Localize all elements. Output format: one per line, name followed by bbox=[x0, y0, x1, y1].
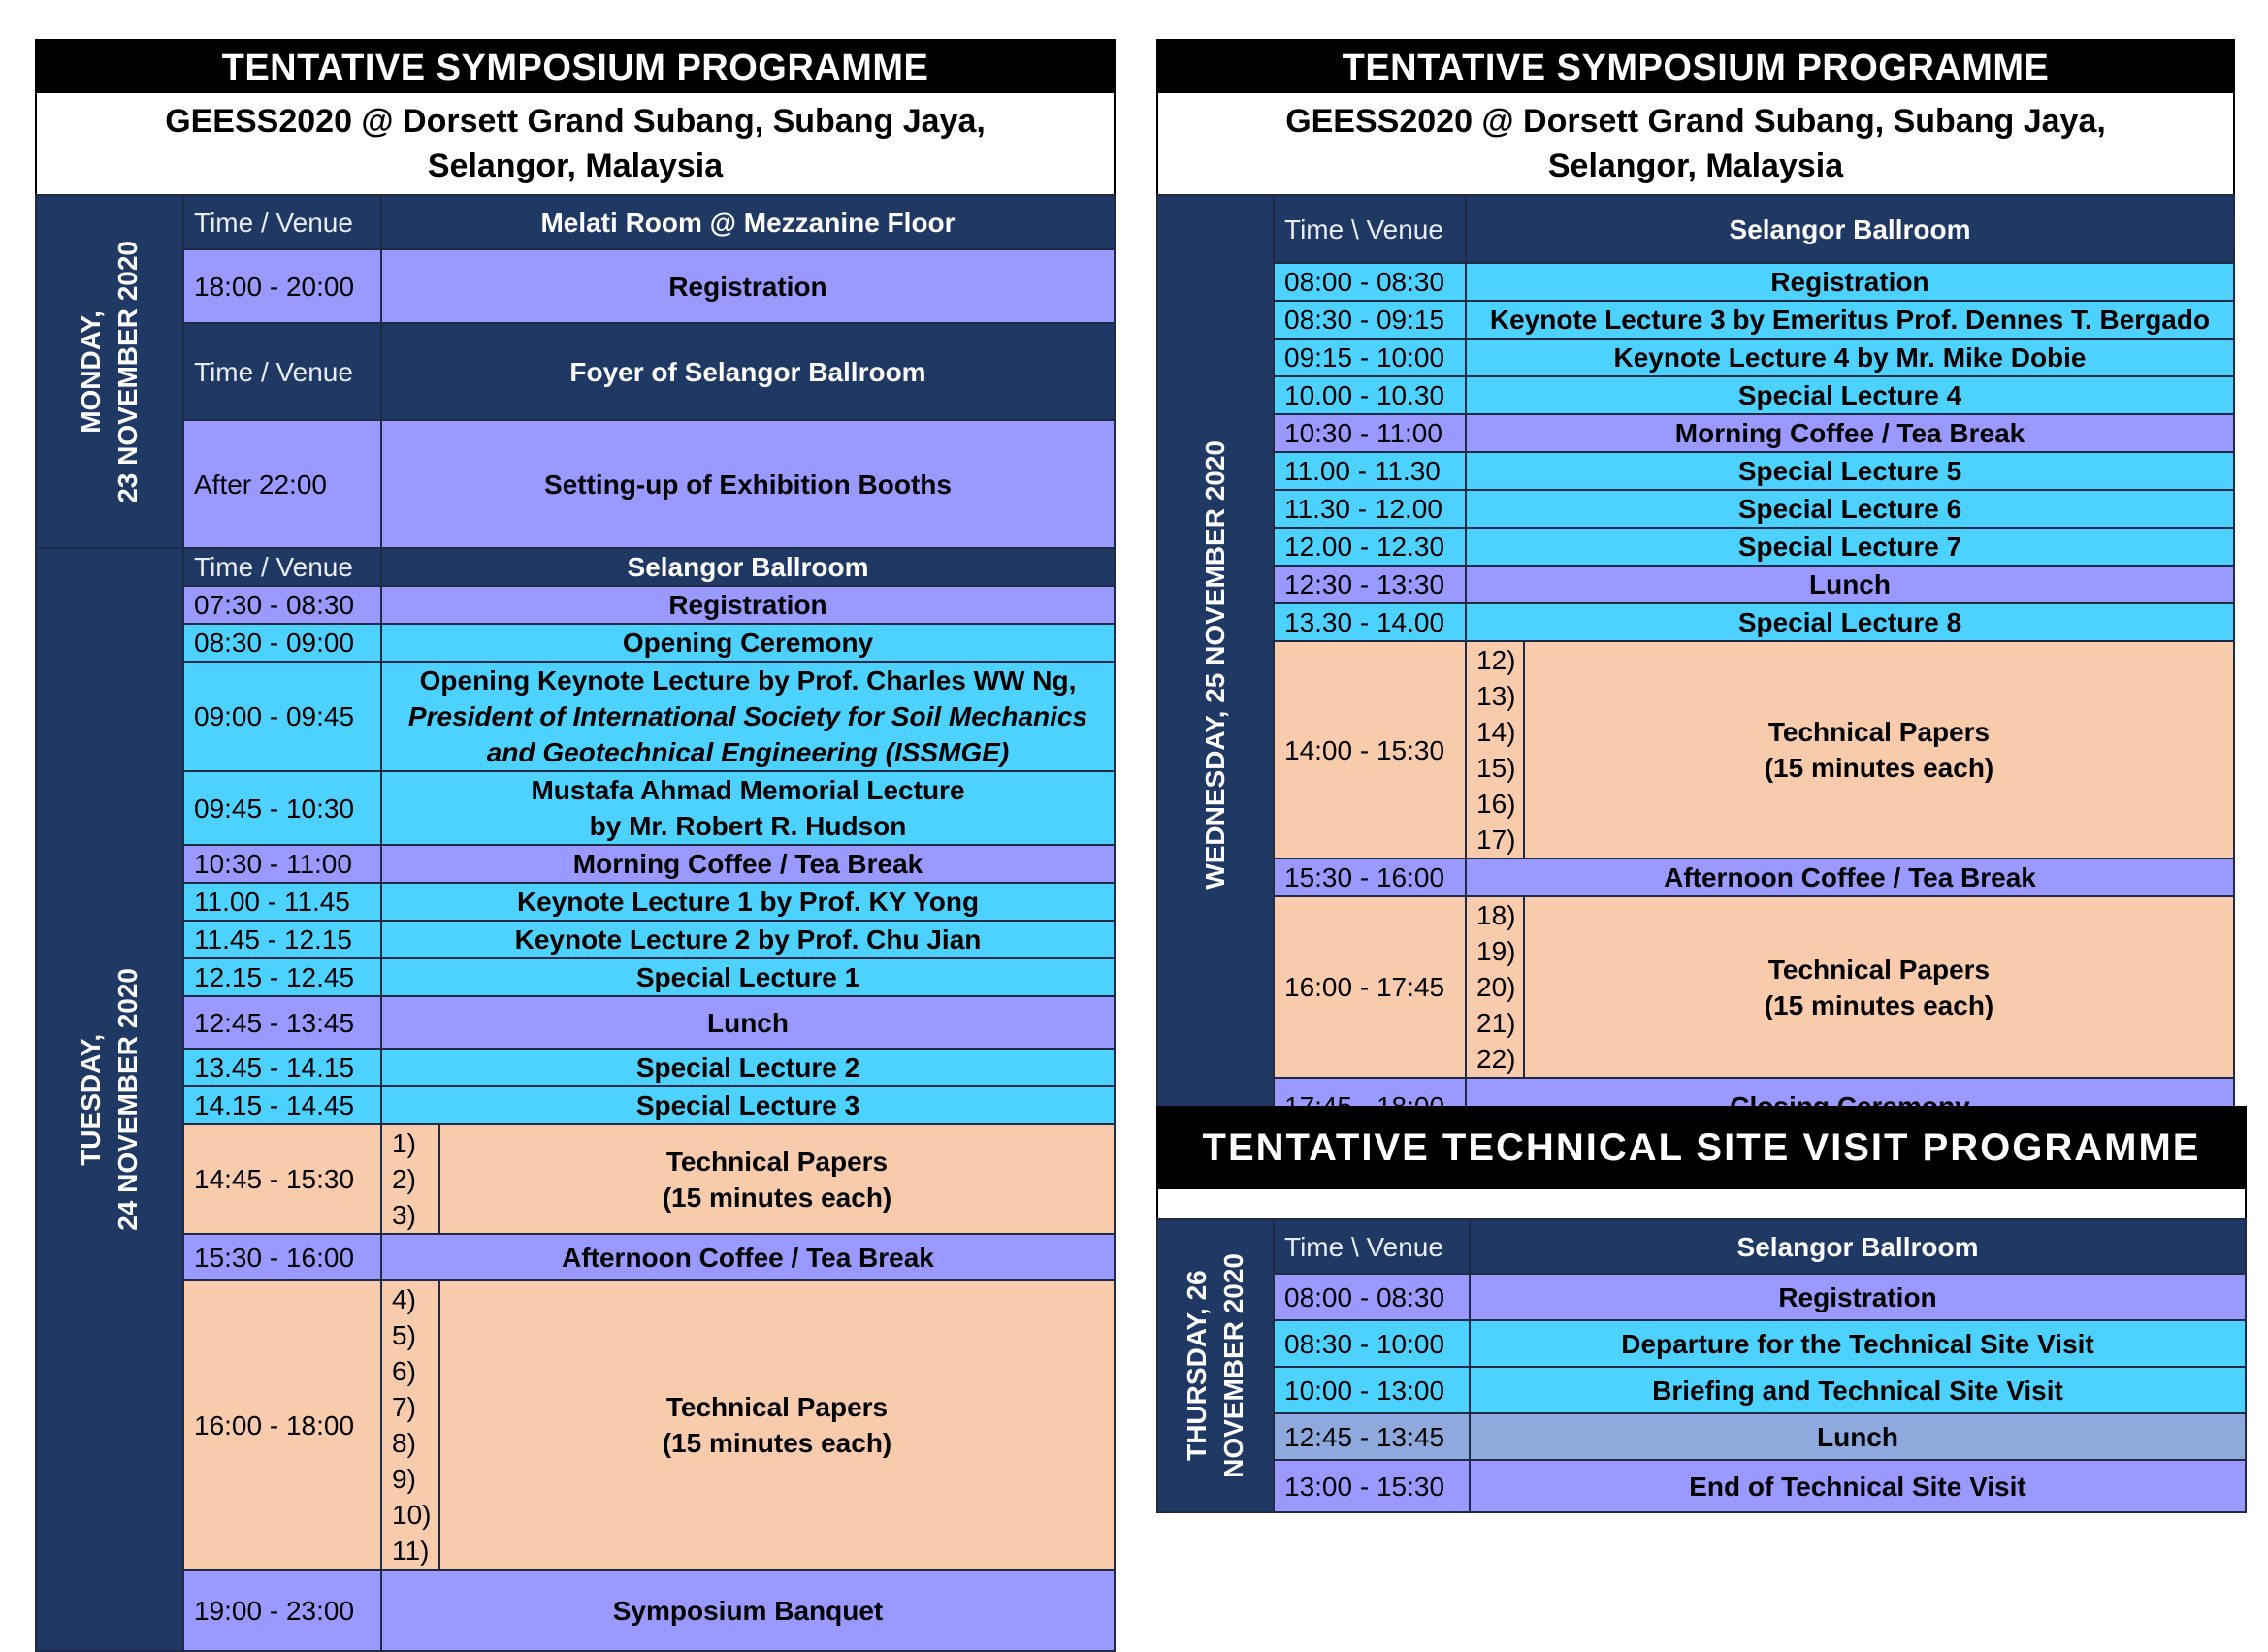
event-line: (15 minutes each) bbox=[1764, 753, 1994, 783]
event-cell bbox=[439, 1124, 1115, 1234]
paper-number: 1) bbox=[392, 1128, 416, 1158]
time-cell: 19:00 - 23:00 bbox=[183, 1570, 381, 1651]
paper-numbers bbox=[381, 1280, 439, 1570]
paper-numbers bbox=[1466, 896, 1524, 1078]
thursday-day-label bbox=[1157, 1219, 1274, 1512]
left-subtitle: GEESS2020 @ Dorsett Grand Subang, Subang Jaya, Selangor, Malaysia bbox=[35, 93, 1116, 194]
table-row bbox=[36, 1049, 1115, 1086]
paper-number: 11) bbox=[392, 1536, 430, 1566]
table-row bbox=[1157, 603, 2234, 641]
paper-number: 10) bbox=[392, 1500, 432, 1530]
event-line: (15 minutes each) bbox=[1764, 989, 1994, 1020]
event-cell bbox=[381, 662, 1115, 771]
day-line: WEDNESDAY, 25 NOVEMBER 2020 bbox=[1200, 439, 1230, 890]
table-row bbox=[36, 845, 1115, 883]
event-line: by Mr. Robert R. Hudson bbox=[589, 811, 907, 841]
event-cell: Symposium Banquet bbox=[381, 1570, 1115, 1651]
time-cell: 11.45 - 12.15 bbox=[183, 921, 381, 958]
time-cell: 10:00 - 13:00 bbox=[1274, 1367, 1470, 1413]
time-cell: 15:30 - 16:00 bbox=[1274, 858, 1466, 896]
event-cell: Special Lecture 2 bbox=[381, 1049, 1115, 1086]
paper-number: 15) bbox=[1476, 753, 1516, 783]
event-cell bbox=[1524, 896, 2234, 1078]
table-row bbox=[36, 921, 1115, 958]
event-line: (15 minutes each) bbox=[662, 1182, 892, 1213]
time-cell: 11.00 - 11.30 bbox=[1274, 452, 1466, 490]
table-row bbox=[1157, 858, 2234, 896]
paper-number: 14) bbox=[1476, 717, 1516, 747]
event-line: Technical Papers bbox=[1767, 717, 1991, 747]
time-cell: 09:15 - 10:00 bbox=[1274, 339, 1466, 376]
table-row bbox=[36, 420, 1115, 548]
event-line: Opening Keynote Lecture by Prof. Charles WW Ng, bbox=[419, 665, 1077, 696]
time-cell: 08:30 - 09:00 bbox=[183, 624, 381, 662]
table-row bbox=[1157, 1219, 2246, 1274]
event-line: Technical Papers bbox=[665, 1392, 889, 1422]
time-cell: 12.15 - 12.45 bbox=[183, 958, 381, 996]
paper-number: 22) bbox=[1476, 1044, 1516, 1074]
time-cell: 15:30 - 16:00 bbox=[183, 1234, 381, 1280]
site-visit-programme bbox=[1156, 1106, 2247, 1513]
time-cell: 08:30 - 10:00 bbox=[1274, 1320, 1470, 1367]
event-cell: Registration bbox=[381, 586, 1115, 624]
time-cell: 12.00 - 12.30 bbox=[1274, 528, 1466, 566]
table-row bbox=[1157, 1367, 2246, 1413]
paper-number: 2) bbox=[392, 1164, 416, 1194]
right-subtitle: GEESS2020 @ Dorsett Grand Subang, Subang Jaya, Selangor, Malaysia bbox=[1156, 93, 2235, 194]
event-cell: Keynote Lecture 3 by Emeritus Prof. Dennes T. Bergado bbox=[1466, 301, 2234, 339]
time-cell: 12:30 - 13:30 bbox=[1274, 566, 1466, 603]
paper-number: 17) bbox=[1476, 825, 1516, 855]
time-cell: 08:00 - 08:30 bbox=[1274, 1274, 1470, 1320]
site-visit-title: TENTATIVE TECHNICAL SITE VISIT PROGRAMME bbox=[1156, 1106, 2247, 1189]
table-row bbox=[1157, 490, 2234, 528]
event-cell: Registration bbox=[1470, 1274, 2246, 1320]
paper-number: 4) bbox=[392, 1284, 416, 1314]
time-cell: 14:45 - 15:30 bbox=[183, 1124, 381, 1234]
wednesday-schedule-table bbox=[1156, 194, 2235, 1135]
event-line: Mustafa Ahmad Memorial Lecture bbox=[531, 775, 965, 805]
event-line: (15 minutes each) bbox=[662, 1428, 892, 1458]
event-cell: Afternoon Coffee / Tea Break bbox=[381, 1234, 1115, 1280]
day-line: NOVEMBER 2020 bbox=[1218, 1253, 1248, 1478]
event-line: President of International Society for Soil Mechanics bbox=[407, 701, 1088, 731]
event-cell: Lunch bbox=[1470, 1413, 2246, 1460]
table-row bbox=[1157, 1274, 2246, 1320]
time-cell: 12:45 - 13:45 bbox=[183, 996, 381, 1049]
time-cell: Time / Venue bbox=[183, 195, 381, 249]
table-row bbox=[1157, 1460, 2246, 1512]
left-schedule-table bbox=[35, 194, 1116, 1652]
table-row bbox=[1157, 301, 2234, 339]
table-row bbox=[36, 1086, 1115, 1124]
time-cell: 14:00 - 15:30 bbox=[1274, 641, 1466, 858]
right-programme bbox=[1156, 39, 2235, 1135]
paper-number: 21) bbox=[1476, 1008, 1516, 1038]
event-cell: Special Lecture 5 bbox=[1466, 452, 2234, 490]
event-cell: Lunch bbox=[1466, 566, 2234, 603]
time-cell: Time \ Venue bbox=[1274, 1219, 1470, 1274]
paper-number: 5) bbox=[392, 1320, 416, 1350]
event-cell: Registration bbox=[1466, 263, 2234, 301]
event-cell: Special Lecture 4 bbox=[1466, 376, 2234, 414]
event-cell: End of Technical Site Visit bbox=[1470, 1460, 2246, 1512]
table-row bbox=[1157, 339, 2234, 376]
time-cell: Time / Venue bbox=[183, 548, 381, 586]
time-cell: 10:30 - 11:00 bbox=[183, 845, 381, 883]
event-cell: Afternoon Coffee / Tea Break bbox=[1466, 858, 2234, 896]
event-cell: Special Lecture 1 bbox=[381, 958, 1115, 996]
time-cell: 09:00 - 09:45 bbox=[183, 662, 381, 771]
paper-number: 12) bbox=[1476, 645, 1516, 675]
paper-number: 9) bbox=[392, 1464, 416, 1494]
table-row bbox=[36, 1570, 1115, 1651]
event-line: and Geotechnical Engineering (ISSMGE) bbox=[486, 737, 1010, 767]
table-row bbox=[36, 771, 1115, 845]
event-cell: Morning Coffee / Tea Break bbox=[381, 845, 1115, 883]
venue-cell: Foyer of Selangor Ballroom bbox=[381, 323, 1115, 420]
table-row bbox=[36, 249, 1115, 323]
event-cell: Special Lecture 7 bbox=[1466, 528, 2234, 566]
table-row bbox=[1157, 263, 2234, 301]
table-row bbox=[36, 1280, 1115, 1570]
venue-cell: Selangor Ballroom bbox=[381, 548, 1115, 586]
table-row bbox=[36, 996, 1115, 1049]
event-cell: Opening Ceremony bbox=[381, 624, 1115, 662]
table-row bbox=[36, 662, 1115, 771]
time-cell: 16:00 - 18:00 bbox=[183, 1280, 381, 1570]
table-row bbox=[1157, 376, 2234, 414]
table-row bbox=[1157, 1320, 2246, 1367]
table-row bbox=[1157, 414, 2234, 452]
time-cell: 11.00 - 11.45 bbox=[183, 883, 381, 921]
event-cell: Lunch bbox=[381, 996, 1115, 1049]
event-cell: Special Lecture 8 bbox=[1466, 603, 2234, 641]
table-row bbox=[36, 1124, 1115, 1234]
venue-cell: Melati Room @ Mezzanine Floor bbox=[381, 195, 1115, 249]
paper-number: 7) bbox=[392, 1392, 416, 1422]
event-cell bbox=[439, 1280, 1115, 1570]
time-cell: 10:30 - 11:00 bbox=[1274, 414, 1466, 452]
tuesday-day-label bbox=[36, 548, 183, 1651]
time-cell: 07:30 - 08:30 bbox=[183, 586, 381, 624]
table-row bbox=[1157, 528, 2234, 566]
table-row bbox=[36, 323, 1115, 420]
left-programme bbox=[35, 39, 1116, 1652]
table-row bbox=[1157, 566, 2234, 603]
event-cell: Briefing and Technical Site Visit bbox=[1470, 1367, 2246, 1413]
paper-number: 8) bbox=[392, 1428, 416, 1458]
event-cell: Special Lecture 3 bbox=[381, 1086, 1115, 1124]
paper-number: 20) bbox=[1476, 972, 1516, 1002]
event-cell: Departure for the Technical Site Visit bbox=[1470, 1320, 2246, 1367]
table-row bbox=[1157, 195, 2234, 263]
table-row bbox=[36, 624, 1115, 662]
event-cell: Special Lecture 6 bbox=[1466, 490, 2234, 528]
time-cell: 10.00 - 10.30 bbox=[1274, 376, 1466, 414]
time-cell: After 22:00 bbox=[183, 420, 381, 548]
table-row bbox=[1157, 1413, 2246, 1460]
event-cell: Setting-up of Exhibition Booths bbox=[381, 420, 1115, 548]
wednesday-day-label bbox=[1157, 195, 1274, 1134]
event-cell bbox=[381, 771, 1115, 845]
site-visit-spacer bbox=[1156, 1189, 2247, 1218]
table-row bbox=[36, 1234, 1115, 1280]
table-row bbox=[36, 548, 1115, 586]
venue-cell: Selangor Ballroom bbox=[1466, 195, 2234, 263]
table-row bbox=[1157, 641, 2234, 858]
day-line: 23 NOVEMBER 2020 bbox=[113, 240, 143, 503]
table-row bbox=[36, 195, 1115, 249]
paper-number: 18) bbox=[1476, 900, 1516, 930]
time-cell: 13:00 - 15:30 bbox=[1274, 1460, 1470, 1512]
time-cell: 13.45 - 14.15 bbox=[183, 1049, 381, 1086]
event-cell: Keynote Lecture 1 by Prof. KY Yong bbox=[381, 883, 1115, 921]
table-row bbox=[1157, 896, 2234, 1078]
site-visit-table bbox=[1156, 1218, 2247, 1513]
day-line: MONDAY, bbox=[76, 309, 106, 434]
time-cell: 14.15 - 14.45 bbox=[183, 1086, 381, 1124]
time-cell: 08:30 - 09:15 bbox=[1274, 301, 1466, 339]
day-line: 24 NOVEMBER 2020 bbox=[113, 968, 143, 1231]
monday-day-label bbox=[36, 195, 183, 548]
day-line: TUESDAY, bbox=[76, 1033, 106, 1166]
time-cell: Time \ Venue bbox=[1274, 195, 1466, 263]
event-cell: Morning Coffee / Tea Break bbox=[1466, 414, 2234, 452]
paper-number: 16) bbox=[1476, 789, 1516, 819]
venue-cell: Selangor Ballroom bbox=[1470, 1219, 2246, 1274]
time-cell: Time / Venue bbox=[183, 323, 381, 420]
time-cell: 16:00 - 17:45 bbox=[1274, 896, 1466, 1078]
event-cell bbox=[1524, 641, 2234, 858]
paper-numbers bbox=[1466, 641, 1524, 858]
table-row bbox=[36, 586, 1115, 624]
time-cell: 18:00 - 20:00 bbox=[183, 249, 381, 323]
day-line: THURSDAY, 26 bbox=[1182, 1270, 1212, 1462]
table-row bbox=[36, 958, 1115, 996]
event-line: Technical Papers bbox=[665, 1146, 889, 1177]
paper-number: 6) bbox=[392, 1356, 416, 1386]
table-row bbox=[1157, 452, 2234, 490]
paper-number: 13) bbox=[1476, 681, 1516, 711]
time-cell: 11.30 - 12.00 bbox=[1274, 490, 1466, 528]
event-cell: Registration bbox=[381, 249, 1115, 323]
time-cell: 09:45 - 10:30 bbox=[183, 771, 381, 845]
event-cell: Keynote Lecture 4 by Mr. Mike Dobie bbox=[1466, 339, 2234, 376]
time-cell: 08:00 - 08:30 bbox=[1274, 263, 1466, 301]
time-cell: 13.30 - 14.00 bbox=[1274, 603, 1466, 641]
right-title: TENTATIVE SYMPOSIUM PROGRAMME bbox=[1156, 39, 2235, 93]
paper-numbers bbox=[381, 1124, 439, 1234]
paper-number: 19) bbox=[1476, 936, 1516, 966]
event-line: Technical Papers bbox=[1767, 954, 1991, 985]
paper-number: 3) bbox=[392, 1200, 416, 1230]
time-cell: 12:45 - 13:45 bbox=[1274, 1413, 1470, 1460]
table-row bbox=[36, 883, 1115, 921]
left-title: TENTATIVE SYMPOSIUM PROGRAMME bbox=[35, 39, 1116, 93]
event-cell: Keynote Lecture 2 by Prof. Chu Jian bbox=[381, 921, 1115, 958]
